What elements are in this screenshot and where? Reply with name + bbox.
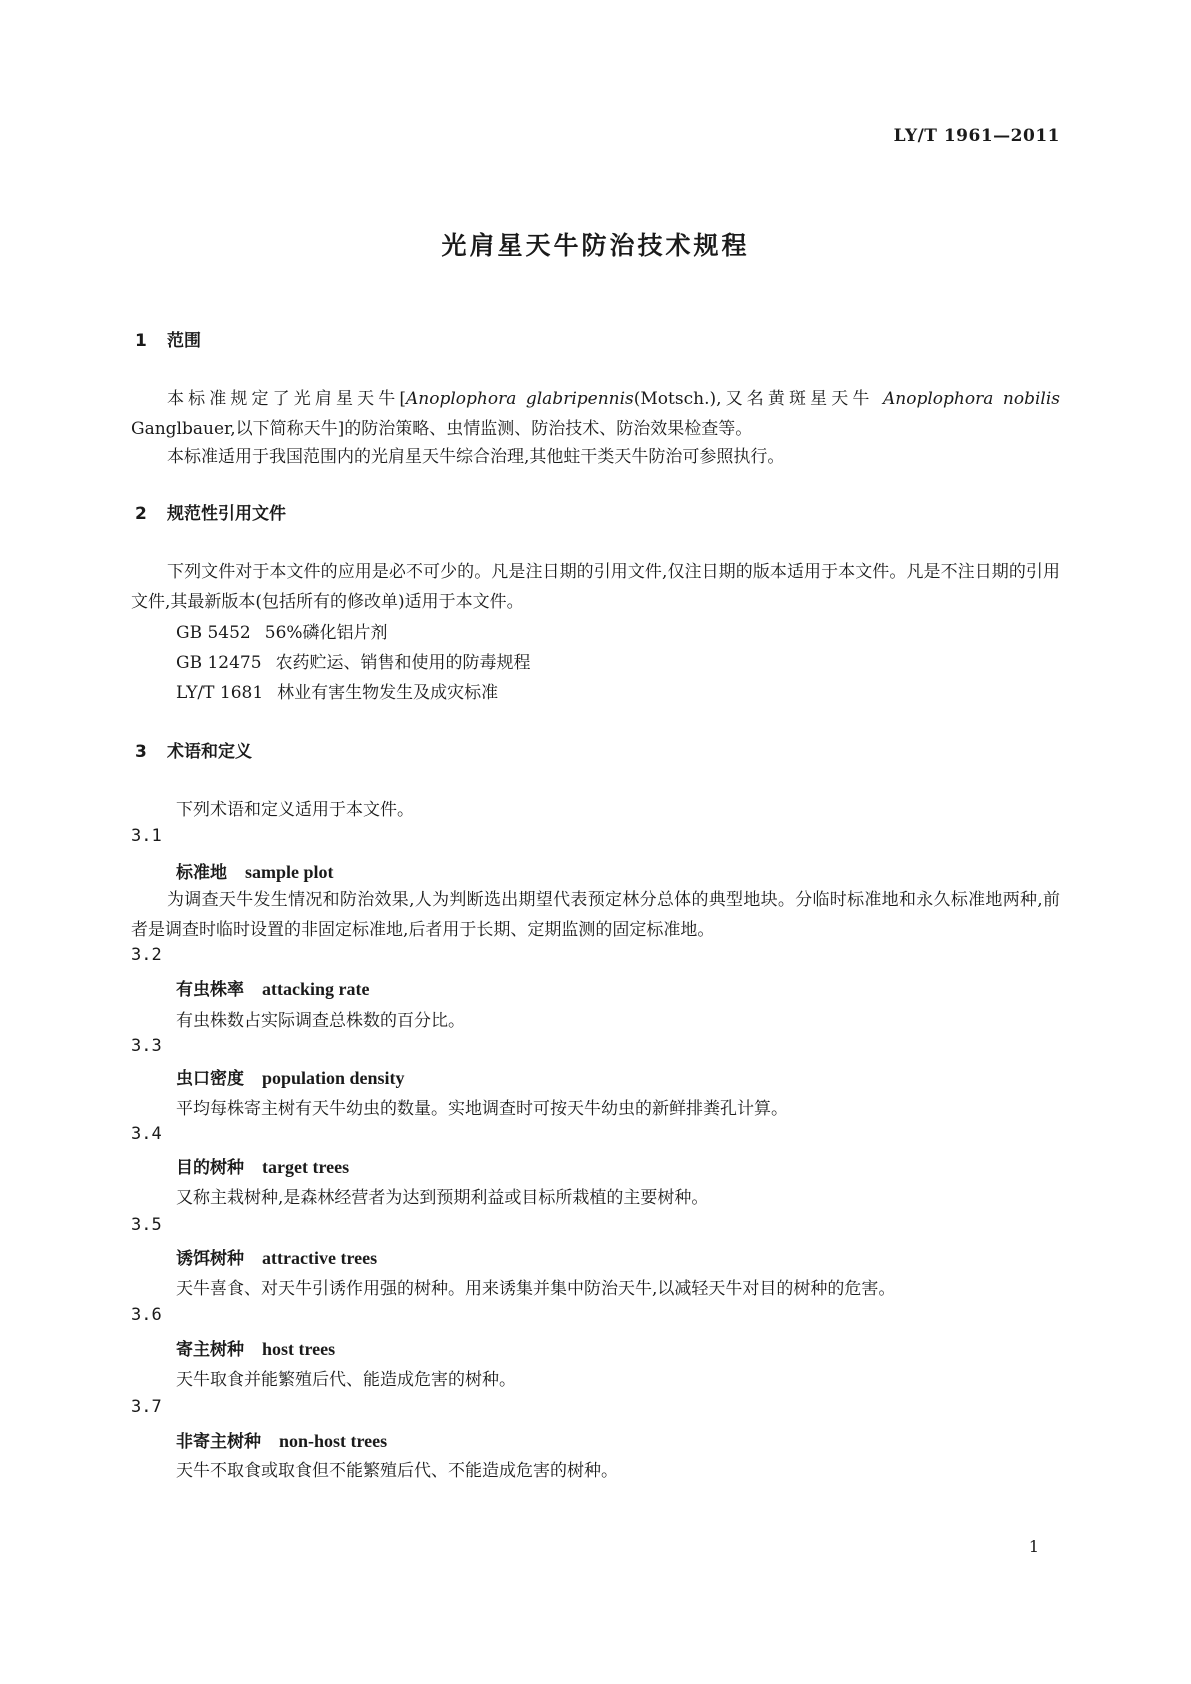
term-number: 3.4 <box>131 1124 162 1144</box>
reference-code: GB 12475 <box>176 653 262 673</box>
term-heading <box>176 1244 377 1269</box>
term-heading <box>176 858 334 883</box>
section-3-heading <box>135 737 252 762</box>
term-definition: 天牛取食并能繁殖后代、能造成危害的树种。 <box>176 1370 516 1390</box>
term-en: sample plot <box>245 862 334 882</box>
term-heading <box>176 1153 349 1178</box>
section-title: 术语和定义 <box>167 742 252 762</box>
term-number: 3.5 <box>131 1215 162 1235</box>
section-1-paragraph-2: 本标准适用于我国范围内的光肩星天牛综合治理,其他蛀干类天牛防治可参照执行。 <box>167 447 785 467</box>
term-zh: 目的树种 <box>176 1158 244 1178</box>
reference-item <box>176 678 498 703</box>
text-run: (Motsch.),又名黄斑星天牛 <box>633 389 884 409</box>
term-zh: 诱饵树种 <box>176 1249 244 1269</box>
section-number: 2 <box>135 504 147 524</box>
reference-item <box>176 618 388 643</box>
document-code: LY/T 1961—2011 <box>893 126 1060 146</box>
term-number: 3.7 <box>131 1397 162 1417</box>
term-en: attractive trees <box>262 1248 378 1268</box>
reference-title: 农药贮运、销售和使用的防毒规程 <box>275 653 531 673</box>
term-number: 3.2 <box>131 945 162 965</box>
text-run: 本标准规定了光肩星天牛[ <box>167 389 406 409</box>
term-en: non-host trees <box>279 1431 388 1451</box>
reference-code: LY/T 1681 <box>176 683 264 703</box>
term-heading <box>176 975 369 1000</box>
reference-code: GB 5452 <box>176 623 251 643</box>
term-zh: 寄主树种 <box>176 1340 244 1360</box>
term-definition: 天牛不取食或取食但不能繁殖后代、不能造成危害的树种。 <box>176 1461 618 1481</box>
text-run: Ganglbauer,以下简称天牛]的防治策略、虫情监测、防治技术、防治效果检查等。 <box>131 419 753 439</box>
section-1-heading <box>135 326 201 351</box>
term-definition: 平均每株寄主树有天牛幼虫的数量。实地调查时可按天牛幼虫的新鲜排粪孔计算。 <box>176 1099 788 1119</box>
term-definition: 为调查天牛发生情况和防治效果,人为判断选出期望代表预定林分总体的典型地块。分临时标准地和永久标准地两种,前者是调查时临时设置的非固定标准地,后者用于长期、定期监测的固定标准地。 <box>131 890 1060 940</box>
section-3-intro: 下列术语和定义适用于本文件。 <box>176 800 414 820</box>
term-zh: 有虫株率 <box>176 980 244 1000</box>
term-heading <box>176 1427 387 1452</box>
term-definition: 有虫株数占实际调查总株数的百分比。 <box>176 1011 465 1031</box>
term-en: attacking rate <box>262 979 370 999</box>
reference-item <box>176 648 531 673</box>
term-definition: 天牛喜食、对天牛引诱作用强的树种。用来诱集并集中防治天牛,以减轻天牛对目的树种的危害。 <box>176 1279 896 1299</box>
section-2-intro: 下列文件对于本文件的应用是必不可少的。凡是注日期的引用文件,仅注日期的版本适用于本文件。凡是不注日期的引用文件,其最新版本(包括所有的修改单)适用于本文件。 <box>131 562 1060 612</box>
term-definition: 又称主栽树种,是森林经营者为达到预期利益或目标所栽植的主要树种。 <box>176 1188 709 1208</box>
reference-title: 56%磷化铝片剂 <box>264 623 388 643</box>
term-zh: 虫口密度 <box>176 1069 244 1089</box>
term-en: population density <box>262 1068 405 1088</box>
section-2-heading <box>135 499 286 524</box>
page-number: 1 <box>1028 1537 1039 1556</box>
section-number: 1 <box>135 331 147 351</box>
term-zh: 非寄主树种 <box>176 1432 261 1452</box>
document-title: 光肩星天牛防治技术规程 <box>441 231 750 260</box>
species-name: Anoplophora nobilis <box>883 389 1060 409</box>
section-1-paragraph-1 <box>131 384 1060 444</box>
section-title: 范围 <box>167 331 201 351</box>
section-number: 3 <box>135 742 147 762</box>
term-number: 3.1 <box>131 826 162 846</box>
term-en: target trees <box>262 1157 350 1177</box>
species-name: Anoplophora glabripennis <box>405 389 634 409</box>
reference-title: 林业有害生物发生及成灾标准 <box>277 683 499 703</box>
term-heading <box>176 1064 405 1089</box>
term-en: host trees <box>262 1339 336 1359</box>
term-zh: 标准地 <box>176 863 227 883</box>
section-title: 规范性引用文件 <box>167 504 286 524</box>
term-number: 3.3 <box>131 1036 162 1056</box>
term-heading <box>176 1335 335 1360</box>
term-number: 3.6 <box>131 1305 162 1325</box>
